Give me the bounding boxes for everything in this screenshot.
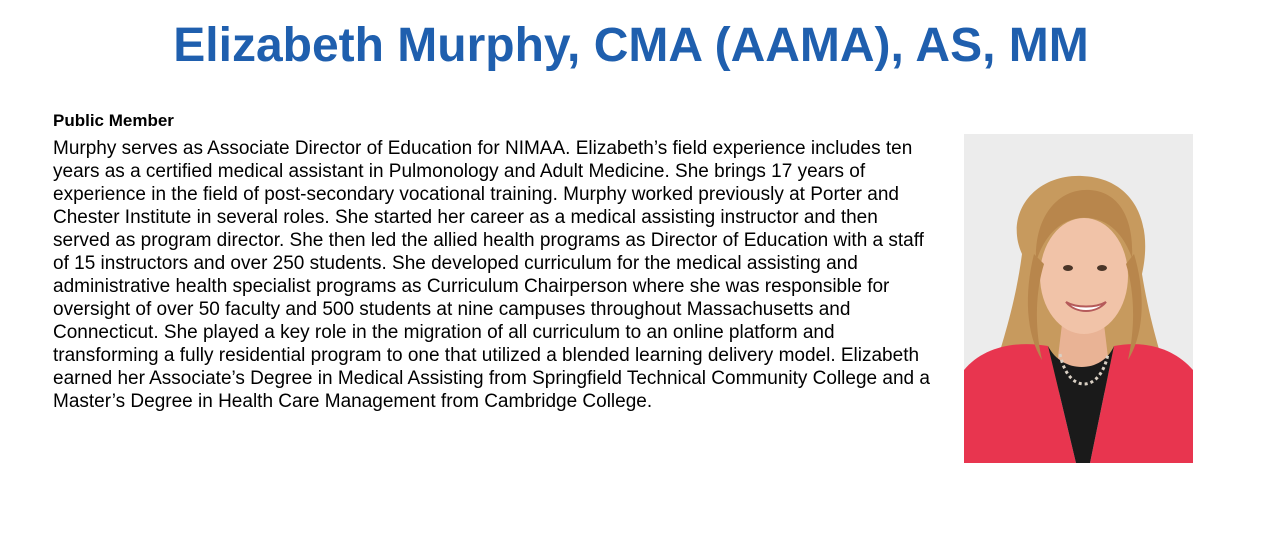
biography-text: Murphy serves as Associate Director of Education for NIMAA. Elizabeth’s field experience includes ten years as a certified medical assistant in Pulmonology and Adult Medicine. She brings 17 years of experience in the field of post-secondary vocational training. Murphy worked previously at Porter and Chester Institute in several roles. She started her career as a medical assisting instructor and then served as program director. She then led the allied health programs as Director of Education with a staff of 15 instructors and over 250 students. She developed curriculum for the medical assisting and administrative health specialist programs as Curriculum Chairperson where she was responsible for oversight of over 50 faculty and 500 students at nine campuses throughout Massachusetts and Connecticut. She played a key role in the migration of all curriculum to an online platform and transforming a fully residential program to one that utilized a blended learning delivery model. Elizabeth earned her Associate’s Degree in Medical Assisting from Springfield Technical Community College and a Master’s Degree in Health Care Management from Cambridge College. — [53, 138, 930, 412]
left-eye — [1063, 265, 1073, 271]
portrait-illustration — [964, 134, 1193, 463]
portrait-photo — [964, 134, 1193, 463]
member-role: Public Member — [53, 111, 174, 130]
right-eye — [1097, 265, 1107, 271]
page-title: Elizabeth Murphy, CMA (AAMA), AS, MM — [173, 19, 1089, 72]
face — [1040, 218, 1128, 334]
